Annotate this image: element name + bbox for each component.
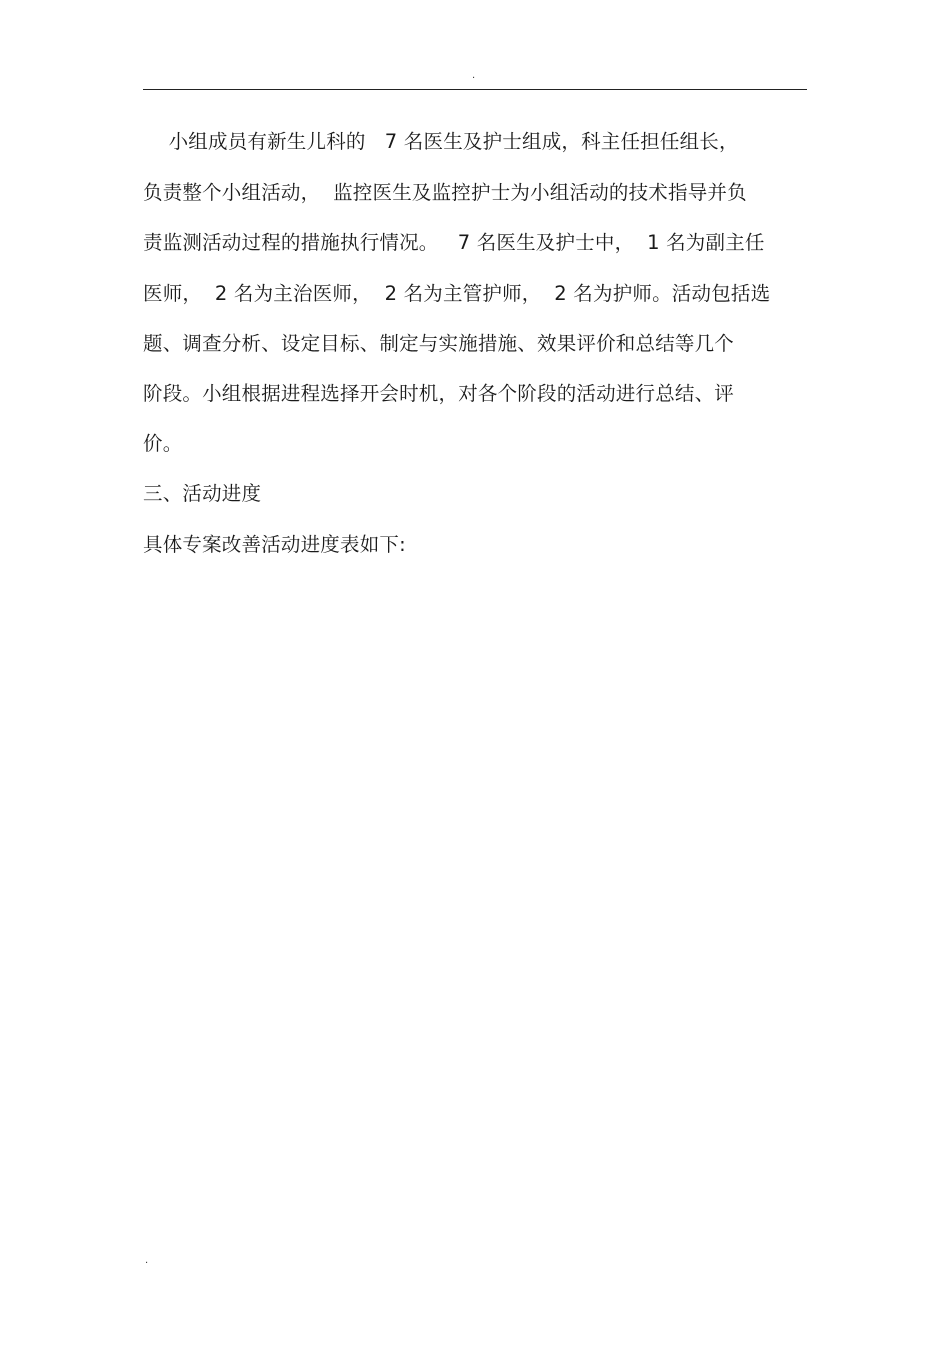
schedule-intro-text: 具体专案改善活动进度表如下: [143,533,406,556]
section-heading: 三、活动进度 [143,482,262,505]
paragraph-line-6: 阶段。小组根据进程选择开会时机，对各个阶段的活动进行总结、评 [143,382,735,405]
header-rule [143,89,807,90]
page-footer-marker: . [145,1255,149,1266]
paragraph-line-2: 负责整个小组活动， 监控医生及监控护士为小组活动的技术指导并负 [143,181,747,204]
paragraph-line-7: 价。 [143,432,183,455]
paragraph-line-1: 小组成员有新生儿科的 7 名医生及护士组成，科主任担任组长， [143,130,739,153]
page-header-marker: . [472,70,476,81]
paragraph-line-5: 题、调查分析、设定目标、制定与实施措施、效果评价和总结等几个 [143,332,735,355]
paragraph-line-4: 医师， 2 名为主治医师， 2 名为主管护师， 2 名为护师。活动包括选 [143,282,771,305]
paragraph-line-3: 责监测活动过程的措施执行情况。 7 名医生及护士中， 1 名为副主任 [143,231,765,254]
